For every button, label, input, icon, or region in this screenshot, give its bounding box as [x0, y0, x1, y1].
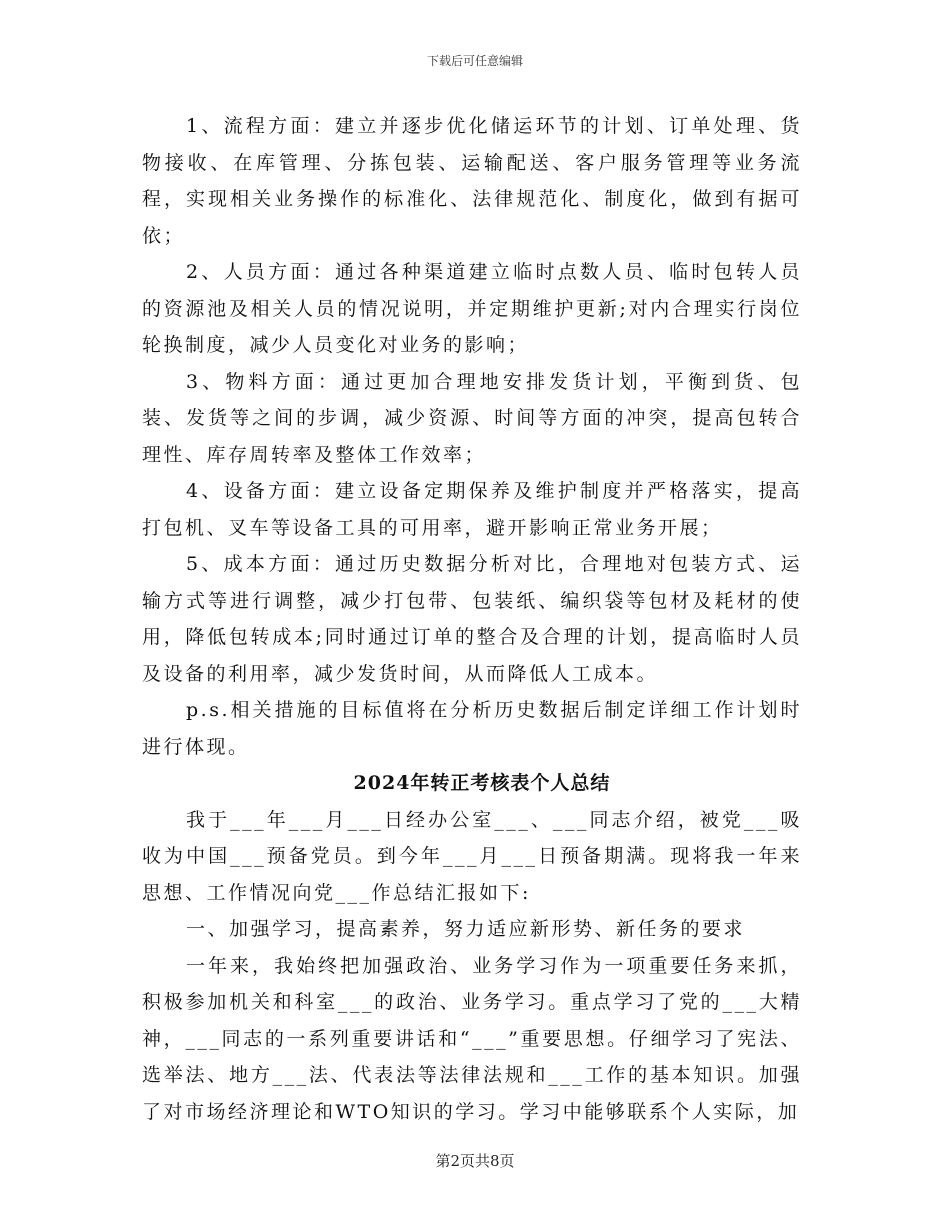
paragraph-equipment: 4、设备方面：建立设备定期保养及维护制度并严格落实，提高打包机、叉车等设备工具的可用率，避开影响正常业务开展； — [142, 480, 802, 539]
paragraph-cost: 5、成本方面：通过历史数据分析对比，合理地对包装方式、运输方式等进行调整，减少打包带、包装纸、编织袋等包材及耗材的使用，降低包转成本;同时通过订单的整合及合理的计划，提高临时人员及设备的利用率，减少发货时间，从而降低人工成本。 — [142, 553, 802, 685]
page-footer: 第2页共8页 — [435, 1152, 515, 1170]
paragraph-heading-one: 一、加强学习，提高素养，努力适应新形势、新任务的要求 — [186, 918, 746, 940]
paragraph-intro: 我于___年___月___日经办公室___、___同志介绍，被党___吸收为中国___预备党员。到今年___月___日预备期满。现将我一年来思想、工作情况向党___作总结汇报如下: — [142, 808, 802, 904]
page-header: 下载后可任意编辑 — [426, 54, 523, 68]
document-body — [142, 108, 802, 1130]
paragraph-materials: 3、物料方面：通过更加合理地安排发货计划，平衡到货、包装、发货等之间的步调，减少资源、时间等方面的冲突，提高包转合理性、库存周转率及整体工作效率； — [142, 370, 802, 466]
paragraph-personnel: 2、人员方面：通过各种渠道建立临时点数人员、临时包转人员的资源池及相关人员的情况说明，并定期维护更新;对内合理实行岗位轮换制度，减少人员变化对业务的影响； — [142, 261, 802, 356]
paragraph-process: 1、流程方面：建立并逐步优化储运环节的计划、订单处理、货物接收、在库管理、分拣包装、运输配送、客户服务管理等业务流程，实现相关业务操作的标准化、法律规范化、制度化，做到有据可依； — [142, 115, 802, 247]
paragraph-study: 一年来，我始终把加强政治、业务学习作为一项重要任务来抓，积极参加机关和科室___的政治、业务学习。重点学习了党的___大精神，___同志的一系列重要讲话和“___”重要思想。仔细学习了宪法、选举法、地方___法、代表法等法律法规和___工作的基本知识。加强了对市场经济理论和WTO知识的学习。学习中能够联系个人实际，加 — [142, 954, 802, 1123]
section-title: 2024年转正考核表个人总结 — [353, 772, 611, 794]
paragraph-ps-note: p.s.相关措施的目标值将在分析历史数据后制定详细工作计划时进行体现。 — [142, 699, 802, 758]
